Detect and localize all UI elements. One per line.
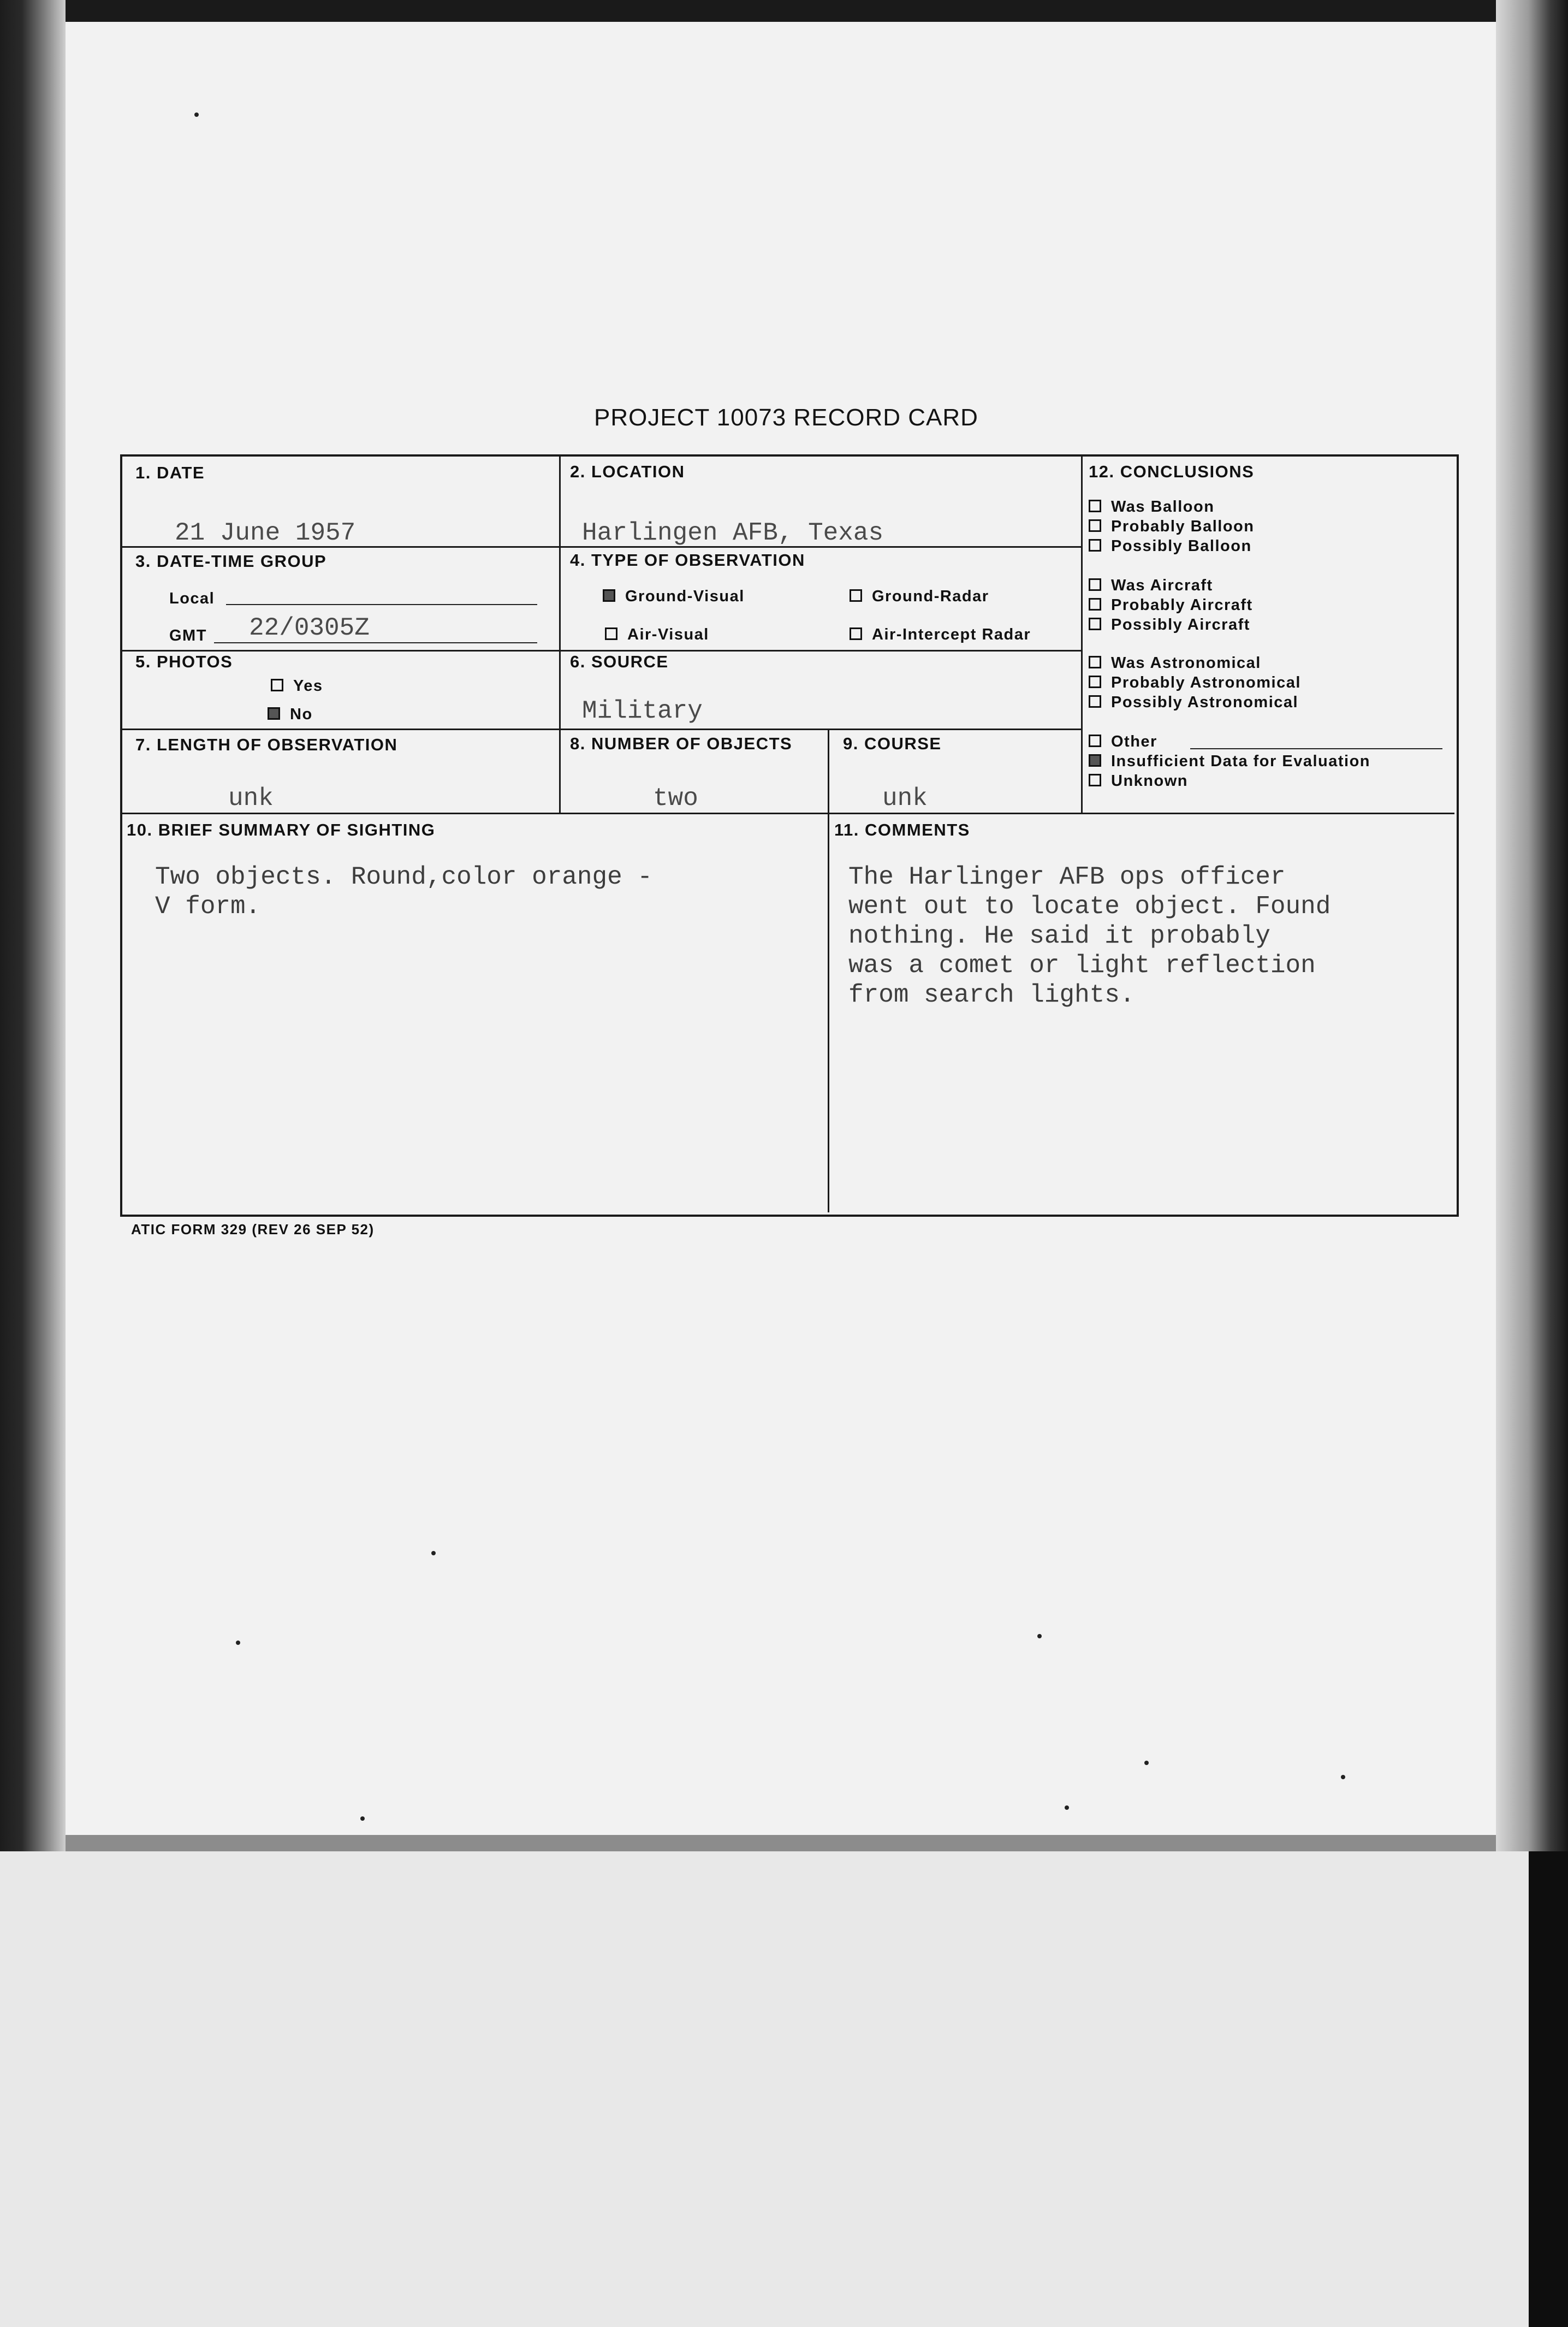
checkbox-icon [1089,500,1101,512]
gmt-value: 22/0305Z [249,614,370,642]
scan-speck [236,1641,240,1645]
checkbox-icon [850,589,862,602]
divider [122,813,1454,814]
course-value: unk [882,784,928,813]
scan-speck [1341,1775,1345,1779]
scan-border-right [1496,0,1568,1857]
conclusion-was-aircraft: Was Aircraft [1089,577,1213,595]
gmt-underline [214,642,537,643]
checkbox-icon [1089,754,1101,767]
location-label: 2. LOCATION [570,462,685,481]
option-air-intercept-radar: Air-Intercept Radar [850,626,1031,644]
photos-no: No [268,706,313,724]
checkbox-icon [1089,578,1101,591]
checkbox-icon [1089,656,1101,668]
scan-speck [360,1816,365,1821]
comments-label: 11. COMMENTS [834,820,970,839]
conclusions-label: 12. CONCLUSIONS [1089,462,1255,481]
checkbox-icon [1089,539,1101,552]
card-title: PROJECT 10073 RECORD CARD [594,404,978,431]
form-identifier: ATIC FORM 329 (REV 26 SEP 52) [131,1221,375,1237]
checkbox-icon [268,707,280,720]
gmt-label: GMT [169,627,207,644]
comment-line: went out to locate object. Found [848,892,1331,921]
scan-shadow-strip [66,1835,1496,1851]
checkbox-icon [1089,774,1101,786]
scan-border-left [0,0,66,1857]
date-time-group-label: 3. DATE-TIME GROUP [135,552,327,571]
course-label: 9. COURSE [843,734,942,753]
local-underline [226,604,537,605]
checkbox-icon [850,627,862,640]
scan-speck [1144,1761,1149,1765]
scan-lower-area [0,1851,1568,2327]
checkbox-icon [1089,598,1101,611]
number-of-objects-value: two [653,784,698,813]
comment-line: was a comet or light reflection [848,951,1316,980]
checkbox-icon [1089,519,1101,532]
conclusion-was-balloon: Was Balloon [1089,498,1214,516]
conclusion-probably-aircraft: Probably Aircraft [1089,596,1253,614]
divider [122,650,1081,652]
checkbox-icon [1089,695,1101,708]
conclusion-possibly-balloon: Possibly Balloon [1089,537,1252,555]
location-value: Harlingen AFB, Texas [582,519,884,547]
source-value: Military [582,697,703,725]
conclusion-was-astronomical: Was Astronomical [1089,654,1261,672]
conclusion-other: Other [1089,733,1157,751]
date-label: 1. DATE [135,463,205,482]
summary-label: 10. BRIEF SUMMARY OF SIGHTING [127,820,436,839]
photos-label: 5. PHOTOS [135,652,233,671]
source-label: 6. SOURCE [570,652,669,671]
checkbox-icon [271,679,283,691]
number-of-objects-label: 8. NUMBER OF OBJECTS [570,734,793,753]
date-value: 21 June 1957 [175,519,356,547]
local-label: Local [169,590,215,607]
length-of-observation-value: unk [228,784,274,813]
photos-yes: Yes [271,677,323,695]
comment-line: nothing. He said it probably [848,922,1270,950]
divider [1081,457,1083,813]
other-underline [1190,748,1442,749]
checkbox-icon [1089,676,1101,688]
scan-speck [431,1551,436,1555]
scan-lower-edge [1529,1851,1568,2327]
comment-line: from search lights. [848,981,1135,1009]
conclusion-possibly-aircraft: Possibly Aircraft [1089,616,1250,634]
option-ground-visual: Ground-Visual [603,588,745,606]
scan-speck [1065,1805,1069,1810]
comment-line: The Harlinger AFB ops officer [848,863,1286,891]
checkbox-icon [605,627,617,640]
option-air-visual: Air-Visual [605,626,709,644]
summary-line: V form. [155,892,261,921]
conclusion-possibly-astronomical: Possibly Astronomical [1089,694,1298,712]
checkbox-icon [603,589,615,602]
scan-speck [194,112,199,117]
checkbox-icon [1089,618,1101,630]
scan-speck [1037,1634,1042,1638]
conclusion-probably-astronomical: Probably Astronomical [1089,674,1301,692]
summary-line: Two objects. Round,color orange - [155,863,652,891]
type-of-observation-label: 4. TYPE OF OBSERVATION [570,550,805,570]
length-of-observation-label: 7. LENGTH OF OBSERVATION [135,735,398,754]
divider [559,457,561,813]
option-ground-radar: Ground-Radar [850,588,989,606]
divider [122,729,1081,730]
conclusion-unknown: Unknown [1089,772,1188,790]
conclusion-insufficient-data: Insufficient Data for Evaluation [1089,753,1370,771]
divider [828,730,829,1212]
checkbox-icon [1089,735,1101,747]
conclusion-probably-balloon: Probably Balloon [1089,518,1254,536]
